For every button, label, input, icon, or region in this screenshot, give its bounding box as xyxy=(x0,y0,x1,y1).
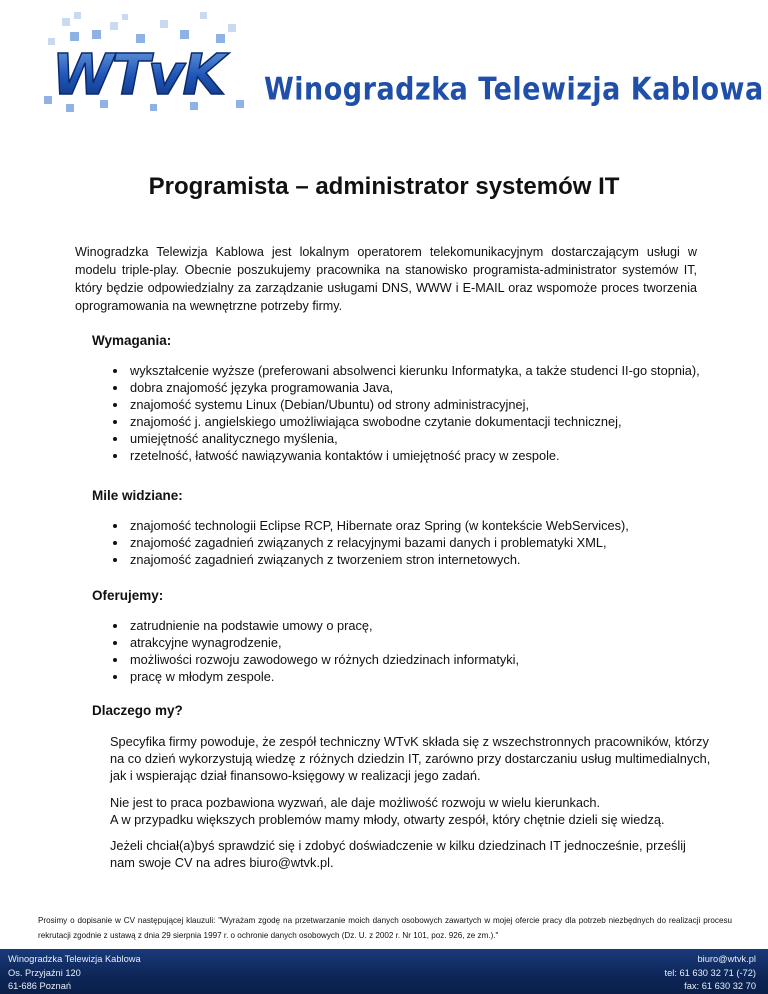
footer-street: Os. Przyjaźni 120 xyxy=(8,967,81,978)
list-item: • zatrudnienie na podstawie umowy o pracę, xyxy=(128,617,712,634)
footer-company: Winogradzka Telewizja Kablowa xyxy=(8,954,141,964)
why-us-paragraph: Specyfika firmy powoduje, że zespół techniczny WTvK składa się z wszechstronnych pracowników, którzy na co dzień wykorzystują wiedzę z różnych dziedzin IT, zarówno przy dostarczaniu usług multimedialnych, jak i wspierając dział finansowo-księgowy w realizacji jego zadań. xyxy=(110,734,711,784)
footer-email[interactable]: biuro@wtvk.pl xyxy=(697,954,756,964)
intro-paragraph: Winogradzka Telewizja Kablowa jest lokalnym operatorem telekomunikacyjnym dostarczającym usługi w modelu triple-play. Obecnie poszukujemy pracownika na stanowisko programista-administrator systemów IT, który będzie odpowiedzialny za zarządzanie usługami DNS, WWW i E-MAIL oraz wspomoże proces tworzenia oprogramowania na wewnętrzne potrzeby firmy. xyxy=(75,245,697,313)
requirements-heading: Wymagania: xyxy=(92,333,172,348)
consent-clause: Prosimy o dopisanie w CV następującej klauzuli: "Wyrażam zgodę na przetwarzanie moich danych osobowych zawartych w mojej ofercie pracy dla potrzeb niezbędnych do realizacji procesu rekrutacji zgodnie z ustawą z dnia 29 sierpnia 1997 r. o ochronie danych osobowych (Dz. U. z 2002 r. Nr 101, poz. 926, ze zm.)." xyxy=(38,916,732,940)
why-us-paragraph: Nie jest to praca pozbawiona wyzwań, ale daje możliwość rozwoju w wielu kierunkach. xyxy=(110,794,601,810)
list-item: • atrakcyjne wynagrodzenie, xyxy=(128,634,712,651)
list-item: • pracę w młodym zespole. xyxy=(128,668,712,685)
list-item: • znajomość j. angielskiego umożliwiająca swobodne czytanie dokumentacji technicznej, xyxy=(128,413,712,430)
requirements-list xyxy=(92,362,712,464)
list-item: • możliwości rozwoju zawodowego w różnych dziedzinach informatyki, xyxy=(128,651,712,668)
list-item: • znajomość zagadnień związanych z relacyjnymi bazami danych i problematyki XML, xyxy=(128,534,712,551)
list-item: • rzetelność, łatwość nawiązywania kontaktów i umiejętność pracy w zespole. xyxy=(128,447,712,464)
requirements-section xyxy=(92,333,712,464)
page-header xyxy=(0,0,768,120)
footer-contact xyxy=(665,953,756,994)
page-title: Programista – administrator systemów IT xyxy=(148,173,620,200)
offer-section xyxy=(92,588,712,685)
list-item: • umiejętność analitycznego myślenia, xyxy=(128,430,712,447)
list-item: • znajomość technologii Eclipse RCP, Hibernate oraz Spring (w kontekście WebServices), xyxy=(128,517,712,534)
nice-to-have-list xyxy=(92,517,712,568)
why-us-section xyxy=(92,703,712,880)
why-us-paragraph: Jeżeli chciał(a)byś sprawdzić się i zdobyć doświadczenie w kilku dziedzinach IT jednocześnie, prześlij nam swoje CV na adres biuro@wtvk.pl. xyxy=(110,838,686,871)
wtvk-logo xyxy=(40,8,260,118)
list-item: • dobra znajomość języka programowania Java, xyxy=(128,379,712,396)
footer-tel: tel: 61 630 32 71 (-72) xyxy=(664,967,756,978)
offer-heading: Oferujemy: xyxy=(92,588,164,603)
footer-address xyxy=(8,953,141,994)
list-item: • znajomość systemu Linux (Debian/Ubuntu) od strony administracyjnej, xyxy=(128,396,712,413)
svg-text:WTvK: WTvK xyxy=(52,43,224,108)
list-item: • wykształcenie wyższe (preferowani absolwenci kierunku Informatyka, a także studenci II-go stopnia), xyxy=(128,362,712,379)
nice-to-have-heading: Mile widziane: xyxy=(92,488,183,503)
offer-list xyxy=(92,617,712,685)
page-footer xyxy=(0,949,768,994)
footer-city: 61-686 Poznań xyxy=(8,981,72,992)
why-us-heading: Dlaczego my? xyxy=(92,703,183,718)
list-item: • znajomość zagadnień związanych z tworzeniem stron internetowych. xyxy=(128,551,712,568)
why-us-paragraph: A w przypadku większych problemów mamy młody, otwarty zespół, który chętnie dzieli się wiedzą. xyxy=(110,811,665,827)
footer-fax: fax: 61 630 32 70 xyxy=(684,981,756,992)
company-name-logo: Winogradzka Telewizja Kablowa xyxy=(264,72,764,108)
nice-to-have-section xyxy=(92,488,712,568)
